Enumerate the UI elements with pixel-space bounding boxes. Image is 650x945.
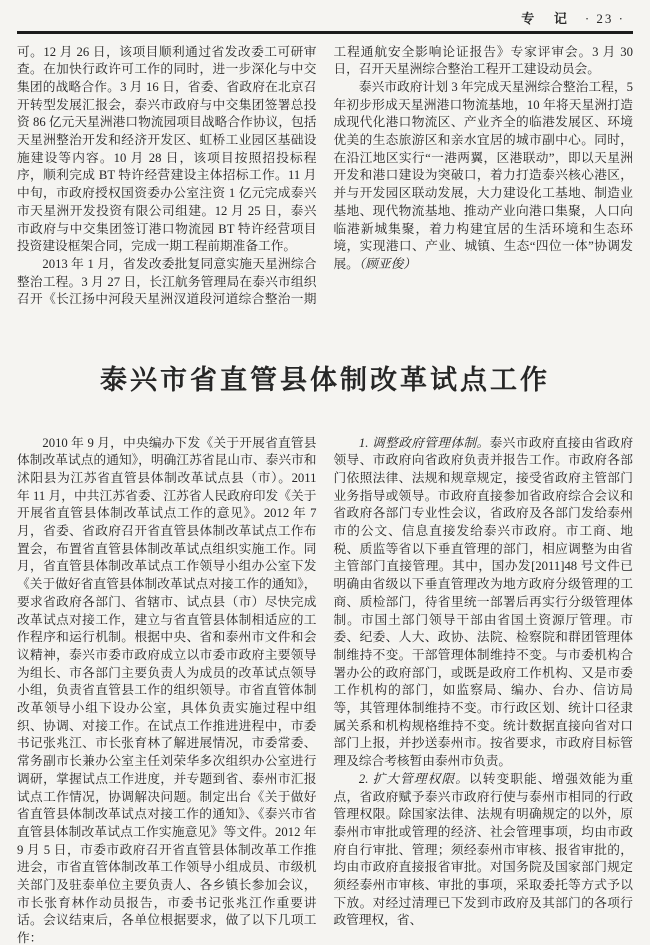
list-item — [334, 771, 634, 930]
paragraph: 可。12 月 26 日，该项目顺利通过省发改委工可研审查。在加快行政许可工作的同时，进一步深化与中交集团的战略合作。3 月 16 日，省委、省政府在北京召开转型发展汇报会，泰兴市政府与中交集团签署总投资 86 亿元天星洲港口物流园项目战略合作协议，包括天星洲整治开发和经济开发区、虹桥工业园区基础设施建设等内容。10 月 28 日，该项目按照招投标程序，顺利完成 BT 特许经营建设主体招标工作。11 月中旬，市政府授权国资委办公室注资 1 亿元完成泰兴市天星洲开发投资有限公司组建。12 月 25 日，泰兴市政府与中交集团签订港口物流园 BT 特许经营项目投资建设框架合同，完成一期工程前期准备工作。 — [17, 44, 317, 254]
article-title: 泰兴市省直管县体制改革试点工作 — [100, 364, 550, 395]
paragraph-text: 泰兴市政府计划 3 年完成天星洲综合整治工程，5 年初步形成天星洲港口物流基地，10 年将天星洲打造成现代化港口物流区、产业齐全的临港发展区、环境优美的生态旅游区和亲水宜居的城市副中心。同时，在沿江地区实行“一港两翼，区港联动”，即以天星洲开发和港口建设为突破口，着力打造泰兴核心港区，并与开发园区联动发展，大力建设化工基地、制造业基地、现代物流基地、推动产业向港口集聚，人口向临港新城集聚，着力构建宜居的生活环境和生态环境，实现港口、产业、城镇、生态“四位一体”协调发展。 — [333, 79, 633, 271]
paragraph: 2010 年 9 月，中央编办下发《关于开展省直管县体制改革试点的通知》，明确江苏省昆山市、泰兴市和沭阳县为江苏省直管县体制改革试点县（市）。2011 年 11 月，中共江苏省委、江苏省人民政府印发《关于开展省直管县体制改革试点工作的意见》。2012 年 7 月，省委、省政府召开省直管县体制改革试点工作布置会，布置省直管县体制改革试点组织实施工作。同月，省直管县体制改革试点工作领导小组办公室下发《关于做好省直管县体制改革试点对接工作的通知》，要求省政府各部门、省辖市、试点县（市）尽快完成改革试点对接工作，建立与省直管县体制相适应的工作程序和运行机制。根据中央、省和泰州市文件和会议精神，泰兴市委市政府成立以市委市政府主要领导为组长、市各部门主要负责人为成员的改革试点领导小组，负责省直管县工作的组织领导。市省直管体制改革领导小组下设办公室，具体负责实施过程中组织、协调、对接工作。在试点工作推进进程中，市委书记张兆江、市长张育林了解进展情况，市委常委、常务副市长兼办公室主任刘荣华多次组织办公室进行调研，掌握试点工作进度，并专题到省、泰州市汇报试点工作情况，协调解决问题。制定出台《关于做好省直管县体制改革试点对接工作的通知》、《泰兴市省直管县体制改革试点工作实施意见》等文件。2012 年 9 月 5 日，市委市政府召开省直管县体制改革工作推进会，市省直管体制改革工作领导小组成员、市级机关部门及驻泰单位主要负责人、各乡镇长参加会议，市长张育林作动员报告，市委书记张兆江作重要讲话。会议结束后，各单位根据要求，做了以下几项工作： — [17, 435, 317, 945]
author-credit: （顾亚俊） — [358, 256, 416, 271]
item-number: 2. — [358, 771, 373, 786]
item-heading: 调整政府管理体制。 — [371, 435, 490, 450]
item-body: 泰兴市政府直接由省政府领导、市政府向省政府负责并报告工作。市政府各部门依照法律、法规和规章规定，接受省政府主管部门业务指导或领导。市政府直接参加省政府综合会议和省政府各部门专业性会议，省政府及各部门发给泰州市的公文、信息直接发给泰兴市政府。市工商、地税、质监等省以下垂直管理的部门，相应调整为由省主管部门直接管理。其中，国办发[2011]48 号文件已明确由省级以下垂直管理改为地方政府分级管理的工商、质检部门，待省里统一部署后再实行分级管理体制。市国土部门领导干部由省国土资源厅管理。市委、纪委、人大、政协、法院、检察院和群团管理体制维持不变。干部管理体制维持不变。与市委机构合署办公的政府部门，或既是政府工作机构、又是市委工作机构的部门，如监察局、编办、台办、信访局等，其管理体制维持不变。市行政区划、统计口径隶属关系和机构规格维持不变。统计数据直接向省对口部门上报，并抄送泰州市。按省要求，市政府目标管理及综合考核暂由泰州市负责。 — [333, 435, 633, 769]
item-number: 1. — [358, 435, 372, 450]
paragraph — [334, 79, 634, 274]
page-header — [17, 6, 633, 31]
section-label: 专 记 — [521, 11, 575, 26]
top-article — [17, 44, 633, 312]
item-heading: 扩大管理权限。 — [372, 771, 469, 786]
list-item — [334, 435, 634, 771]
article-body — [17, 435, 633, 945]
item-body: 以转变职能、增强效能为重点，省政府赋予泰兴市政府行使与泰州市相同的行政管理权限。除国家法律、法规有明确规定的以外，原泰州市审批或管理的经济、社会管理事项，均由市政府自行审批、管理；须经泰州市审核、报省审批的，均由市政府直接报省审批。对国务院及国家部门规定须经泰州市审核、审批的事项，采取委托等方式予以下放。对经过清理已下发到市政府及其部门的各项行政管理权，省、 — [333, 771, 633, 928]
paragraph: 2013 年 1 月，省发改委批复同意实施天星洲综合整治工程。3 月 27 日，长江航务管理局在泰兴市组织召开《长江扬中河段天星洲汊道段河道综合整治一期工程通航安全影响论证报告》专家评审会。3 月 30 日，召开天星洲综合整治工程开工建设动员会。 — [17, 44, 633, 307]
page-number: · 23 · — [584, 11, 625, 26]
header-rule — [17, 31, 633, 34]
